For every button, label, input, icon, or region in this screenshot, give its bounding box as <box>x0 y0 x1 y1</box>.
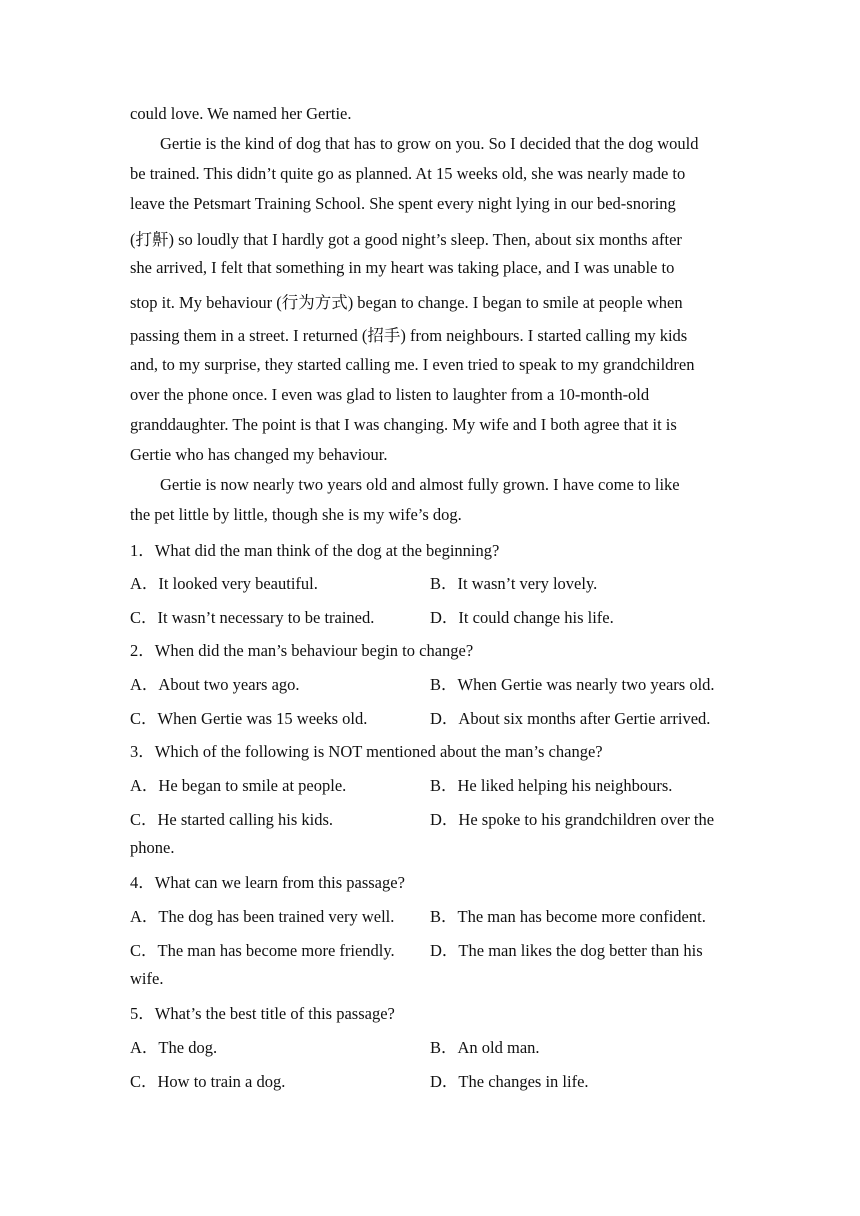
passage-line: over the phone once. I even was glad to listen to laughter from a 10-month-old <box>130 385 650 404</box>
option-d[interactable]: D．The changes in life. <box>430 1072 589 1091</box>
passage-line: passing them in a street. I returned (招手) from neighbours. I started calling my kids <box>130 326 688 345</box>
option-a[interactable]: A．About two years ago. <box>130 675 300 694</box>
option-c[interactable]: C．The man has become more friendly. <box>130 941 395 960</box>
option-b[interactable]: B．When Gertie was nearly two years old. <box>430 675 715 694</box>
passage-line: the pet little by little, though she is my wife’s dog. <box>130 505 462 524</box>
passage-line: she arrived, I felt that something in my heart was taking place, and I was unable to <box>130 258 675 277</box>
passage-line: (打鼾) so loudly that I hardly got a good night’s sleep. Then, about six months after <box>130 230 682 249</box>
passage-line: be trained. This didn’t quite go as planned. At 15 weeks old, she was nearly made to <box>130 164 686 183</box>
question-stem: 3．Which of the following is NOT mentioned about the man’s change? <box>130 742 603 761</box>
question-stem: 1．What did the man think of the dog at the beginning? <box>130 541 500 560</box>
question-stem: 2．When did the man’s behaviour begin to change? <box>130 641 474 660</box>
option-b[interactable]: B．He liked helping his neighbours. <box>430 776 673 795</box>
option-a[interactable]: A．The dog. <box>130 1038 218 1057</box>
option-d-continuation: wife. <box>130 969 164 988</box>
option-d-continuation: phone. <box>130 838 175 857</box>
passage-line: Gertie is the kind of dog that has to grow on you. So I decided that the dog would <box>160 134 699 153</box>
option-d[interactable]: D．About six months after Gertie arrived. <box>430 709 711 728</box>
option-a[interactable]: A．The dog has been trained very well. <box>130 907 395 926</box>
option-c[interactable]: C．When Gertie was 15 weeks old. <box>130 709 368 728</box>
passage-line: and, to my surprise, they started calling me. I even tried to speak to my grandchildren <box>130 355 695 374</box>
question-stem: 5．What’s the best title of this passage? <box>130 1004 395 1023</box>
option-a[interactable]: A．It looked very beautiful. <box>130 574 318 593</box>
option-b[interactable]: B．An old man. <box>430 1038 540 1057</box>
option-d[interactable]: D．The man likes the dog better than his <box>430 941 703 960</box>
passage-line: Gertie who has changed my behaviour. <box>130 445 388 464</box>
option-c[interactable]: C．He started calling his kids. <box>130 810 334 829</box>
question-stem: 4．What can we learn from this passage? <box>130 873 405 892</box>
passage-line: could love. We named her Gertie. <box>130 104 352 123</box>
option-d[interactable]: D．He spoke to his grandchildren over the <box>430 810 715 829</box>
passage-line: leave the Petsmart Training School. She spent every night lying in our bed-snoring <box>130 194 676 213</box>
passage-line: Gertie is now nearly two years old and almost fully grown. I have come to like <box>160 475 680 494</box>
passage-line: stop it. My behaviour (行为方式) began to change. I began to smile at people when <box>130 293 683 312</box>
option-c[interactable]: C．How to train a dog. <box>130 1072 286 1091</box>
option-d[interactable]: D．It could change his life. <box>430 608 614 627</box>
passage-line: granddaughter. The point is that I was changing. My wife and I both agree that it is <box>130 415 677 434</box>
option-a[interactable]: A．He began to smile at people. <box>130 776 347 795</box>
option-c[interactable]: C．It wasn’t necessary to be trained. <box>130 608 375 627</box>
option-b[interactable]: B．The man has become more confident. <box>430 907 706 926</box>
option-b[interactable]: B．It wasn’t very lovely. <box>430 574 598 593</box>
